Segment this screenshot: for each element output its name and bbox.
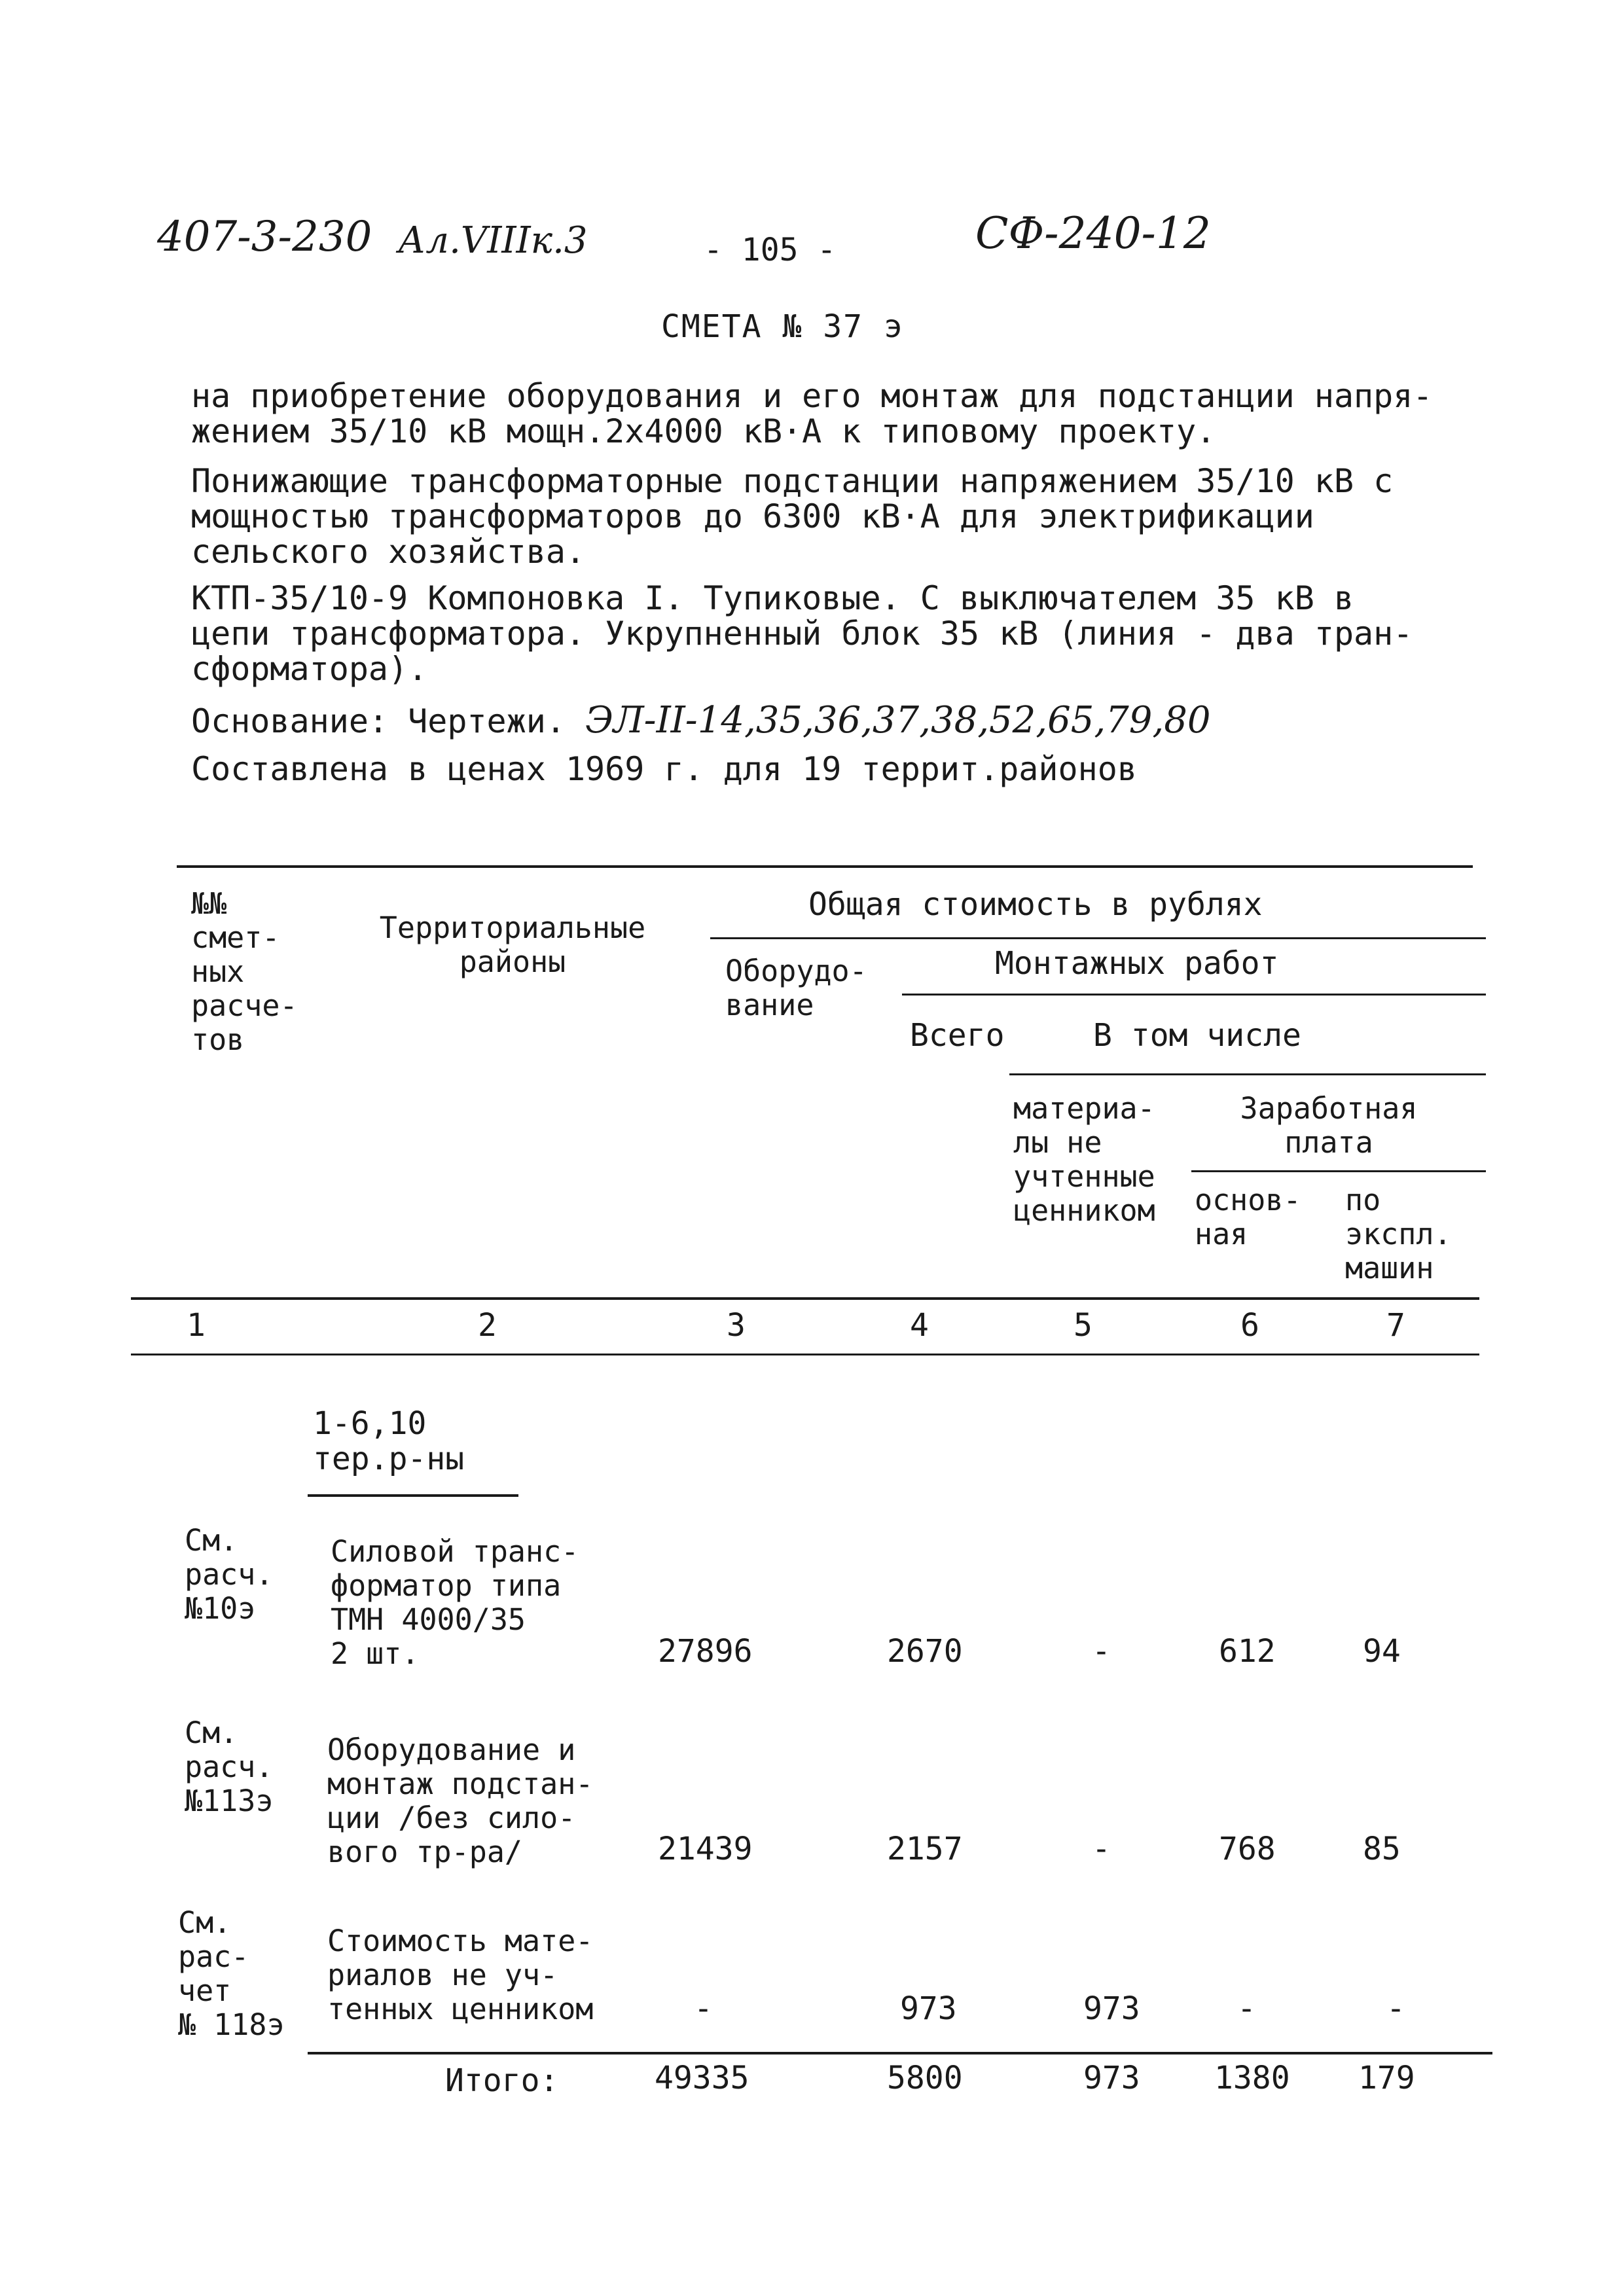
name-line: 2 шт. bbox=[331, 1636, 420, 1671]
stamp-code: СФ-240-12 bbox=[975, 208, 1211, 259]
ref-line: См. bbox=[185, 1523, 238, 1558]
table-top-rule bbox=[177, 865, 1473, 868]
totals-total: 5800 bbox=[887, 2060, 963, 2096]
intro-paragraph-2 bbox=[191, 463, 1393, 569]
doc-code: 407-3-230 bbox=[157, 213, 372, 261]
header-line: материа- bbox=[1013, 1091, 1155, 1126]
row-1-machines: 94 bbox=[1363, 1633, 1401, 1670]
header-equipment bbox=[725, 954, 867, 1022]
ref-line: рас- bbox=[178, 1939, 249, 1974]
group-label-line: 1-6,10 bbox=[313, 1405, 427, 1442]
intro-line: Понижающие трансформаторные подстанции напряжением 35/10 кВ с bbox=[191, 462, 1394, 500]
totals-equipment: 49335 bbox=[655, 2060, 749, 2096]
basis-label: Основание: Чертежи. bbox=[191, 702, 566, 740]
header-line: смет- bbox=[191, 920, 280, 955]
row-1-equipment: 27896 bbox=[658, 1633, 753, 1670]
header-line: ценником bbox=[1013, 1193, 1155, 1228]
row-1-reference bbox=[185, 1524, 273, 1626]
page-title: СМЕТА № 37 э bbox=[661, 308, 904, 345]
intro-line: КТП-35/10-9 Компоновка I. Тупиковые. С выключателем 35 кВ в bbox=[191, 579, 1354, 617]
header-estimate-number bbox=[191, 887, 298, 1057]
row-3-reference bbox=[178, 1906, 285, 2042]
header-line: основ- bbox=[1195, 1183, 1301, 1217]
totals-label: Итого: bbox=[445, 2062, 559, 2099]
name-line: Стоимость мате- bbox=[327, 1924, 594, 1958]
album-ref-main: Ал.VIII bbox=[398, 219, 531, 262]
row-2-equipment: 21439 bbox=[658, 1831, 753, 1867]
totals-basic: 1380 bbox=[1214, 2060, 1290, 2096]
intro-line: жением 35/10 кВ мощн.2х4000 кВ·А к типовому проекту. bbox=[191, 412, 1216, 450]
row-3-equipment: - bbox=[694, 1990, 713, 2027]
header-line: плата bbox=[1284, 1125, 1373, 1160]
header-installation-works: Монтажных работ bbox=[995, 945, 1279, 982]
header-line: вание bbox=[725, 988, 814, 1022]
header-line: лы не bbox=[1013, 1125, 1102, 1160]
row-2-total: 2157 bbox=[887, 1831, 963, 1867]
header-line: Заработная bbox=[1240, 1091, 1418, 1126]
row-3-basic: - bbox=[1237, 1990, 1256, 2027]
row-1-total: 2670 bbox=[887, 1633, 963, 1670]
group-underline bbox=[308, 1494, 518, 1497]
name-line: риалов не уч- bbox=[327, 1958, 558, 1992]
header-line: районы bbox=[459, 944, 566, 979]
name-line: Оборудование и bbox=[327, 1732, 576, 1767]
ref-line: См. bbox=[185, 1715, 238, 1750]
totals-machines: 179 bbox=[1358, 2060, 1415, 2096]
header-line: №№ bbox=[191, 886, 227, 921]
basis-line bbox=[191, 699, 1210, 742]
header-wages-machines bbox=[1345, 1183, 1452, 1285]
header-total: Всего bbox=[910, 1017, 1005, 1054]
header-rule bbox=[710, 937, 1486, 939]
column-number: 5 bbox=[1074, 1307, 1092, 1344]
header-rule bbox=[1191, 1170, 1486, 1172]
header-rule bbox=[902, 994, 1486, 996]
column-number: 3 bbox=[727, 1307, 746, 1344]
row-2-machines: 85 bbox=[1363, 1831, 1401, 1867]
prices-note: Составлена в ценах 1969 г. для 19 террит.районов bbox=[191, 750, 1137, 788]
ref-line: №113э bbox=[185, 1784, 274, 1818]
ref-line: №10э bbox=[185, 1591, 256, 1626]
ref-line: расч. bbox=[185, 1749, 274, 1784]
header-including: В том числе bbox=[1093, 1017, 1301, 1054]
column-number-rule bbox=[131, 1354, 1479, 1355]
name-line: форматор типа bbox=[331, 1568, 562, 1603]
name-line: ТМН 4000/35 bbox=[331, 1602, 526, 1637]
name-line: ции /без сило- bbox=[327, 1801, 576, 1835]
basis-drawings: ЭЛ-II-14,35,36,37,38,52,65,79,80 bbox=[585, 699, 1211, 742]
header-bottom-rule bbox=[131, 1297, 1479, 1300]
row-1-materials: - bbox=[1092, 1633, 1111, 1670]
album-ref bbox=[398, 219, 588, 262]
header-line: экспл. bbox=[1345, 1217, 1452, 1251]
intro-line: сельского хозяйства. bbox=[191, 533, 586, 571]
ref-line: № 118э bbox=[178, 2007, 285, 2042]
row-3-materials: 973 bbox=[1083, 1990, 1140, 2027]
row-2-name bbox=[327, 1733, 593, 1869]
group-label bbox=[313, 1406, 464, 1477]
header-line: Оборудо- bbox=[725, 954, 867, 988]
row-3-total: 973 bbox=[900, 1990, 957, 2027]
intro-line: мощностью трансформаторов до 6300 кВ·А для электрификации bbox=[191, 497, 1314, 535]
header-line: машин bbox=[1345, 1251, 1434, 1285]
row-2-basic: 768 bbox=[1219, 1831, 1276, 1867]
page-number: - 105 - bbox=[704, 232, 837, 268]
intro-line: цепи трансформатора. Укрупненный блок 35 кВ (линия - два тран- bbox=[191, 615, 1413, 653]
name-line: монтаж подстан- bbox=[327, 1767, 594, 1801]
column-number: 7 bbox=[1386, 1307, 1405, 1344]
header-line: Территориальные bbox=[379, 910, 646, 945]
header-wages bbox=[1218, 1092, 1440, 1160]
ref-line: чет bbox=[178, 1973, 232, 2008]
group-label-line: тер.р-ны bbox=[313, 1441, 465, 1477]
name-line: тенных ценником bbox=[327, 1992, 594, 2026]
row-1-basic: 612 bbox=[1219, 1633, 1276, 1670]
row-1-name bbox=[331, 1535, 579, 1671]
ref-line: См. bbox=[178, 1905, 232, 1940]
intro-line: на приобретение оборудования и его монтаж для подстанции напря- bbox=[191, 377, 1433, 415]
row-3-machines: - bbox=[1386, 1990, 1405, 2027]
album-ref-suffix: к.3 bbox=[530, 219, 588, 262]
ref-line: расч. bbox=[185, 1557, 274, 1592]
row-2-reference bbox=[185, 1716, 273, 1818]
totals-materials: 973 bbox=[1083, 2060, 1140, 2096]
name-line: Силовой транс- bbox=[331, 1534, 579, 1569]
row-2-materials: - bbox=[1092, 1831, 1111, 1867]
header-materials-not-accounted bbox=[1013, 1092, 1155, 1228]
header-total-cost: Общая стоимость в рублях bbox=[808, 886, 1263, 923]
header-line: ная bbox=[1195, 1217, 1248, 1251]
header-territorial-districts bbox=[359, 911, 666, 979]
header-line: ных bbox=[191, 954, 245, 989]
header-rule bbox=[1009, 1073, 1486, 1075]
intro-paragraph-1 bbox=[191, 378, 1432, 449]
row-3-name bbox=[327, 1924, 593, 2026]
intro-paragraph-3 bbox=[191, 581, 1413, 687]
header-line: расче- bbox=[191, 988, 298, 1023]
column-number: 1 bbox=[187, 1307, 206, 1344]
header-line: учтенные bbox=[1013, 1159, 1155, 1194]
totals-rule bbox=[308, 2052, 1492, 2054]
column-number: 2 bbox=[478, 1307, 497, 1344]
column-number: 6 bbox=[1240, 1307, 1259, 1344]
column-number: 4 bbox=[910, 1307, 929, 1344]
header-line: тов bbox=[191, 1022, 245, 1057]
name-line: вого тр-ра/ bbox=[327, 1835, 523, 1869]
header-wages-basic bbox=[1195, 1183, 1301, 1251]
header-line: по bbox=[1345, 1183, 1381, 1217]
intro-line: сформатора). bbox=[191, 650, 428, 688]
